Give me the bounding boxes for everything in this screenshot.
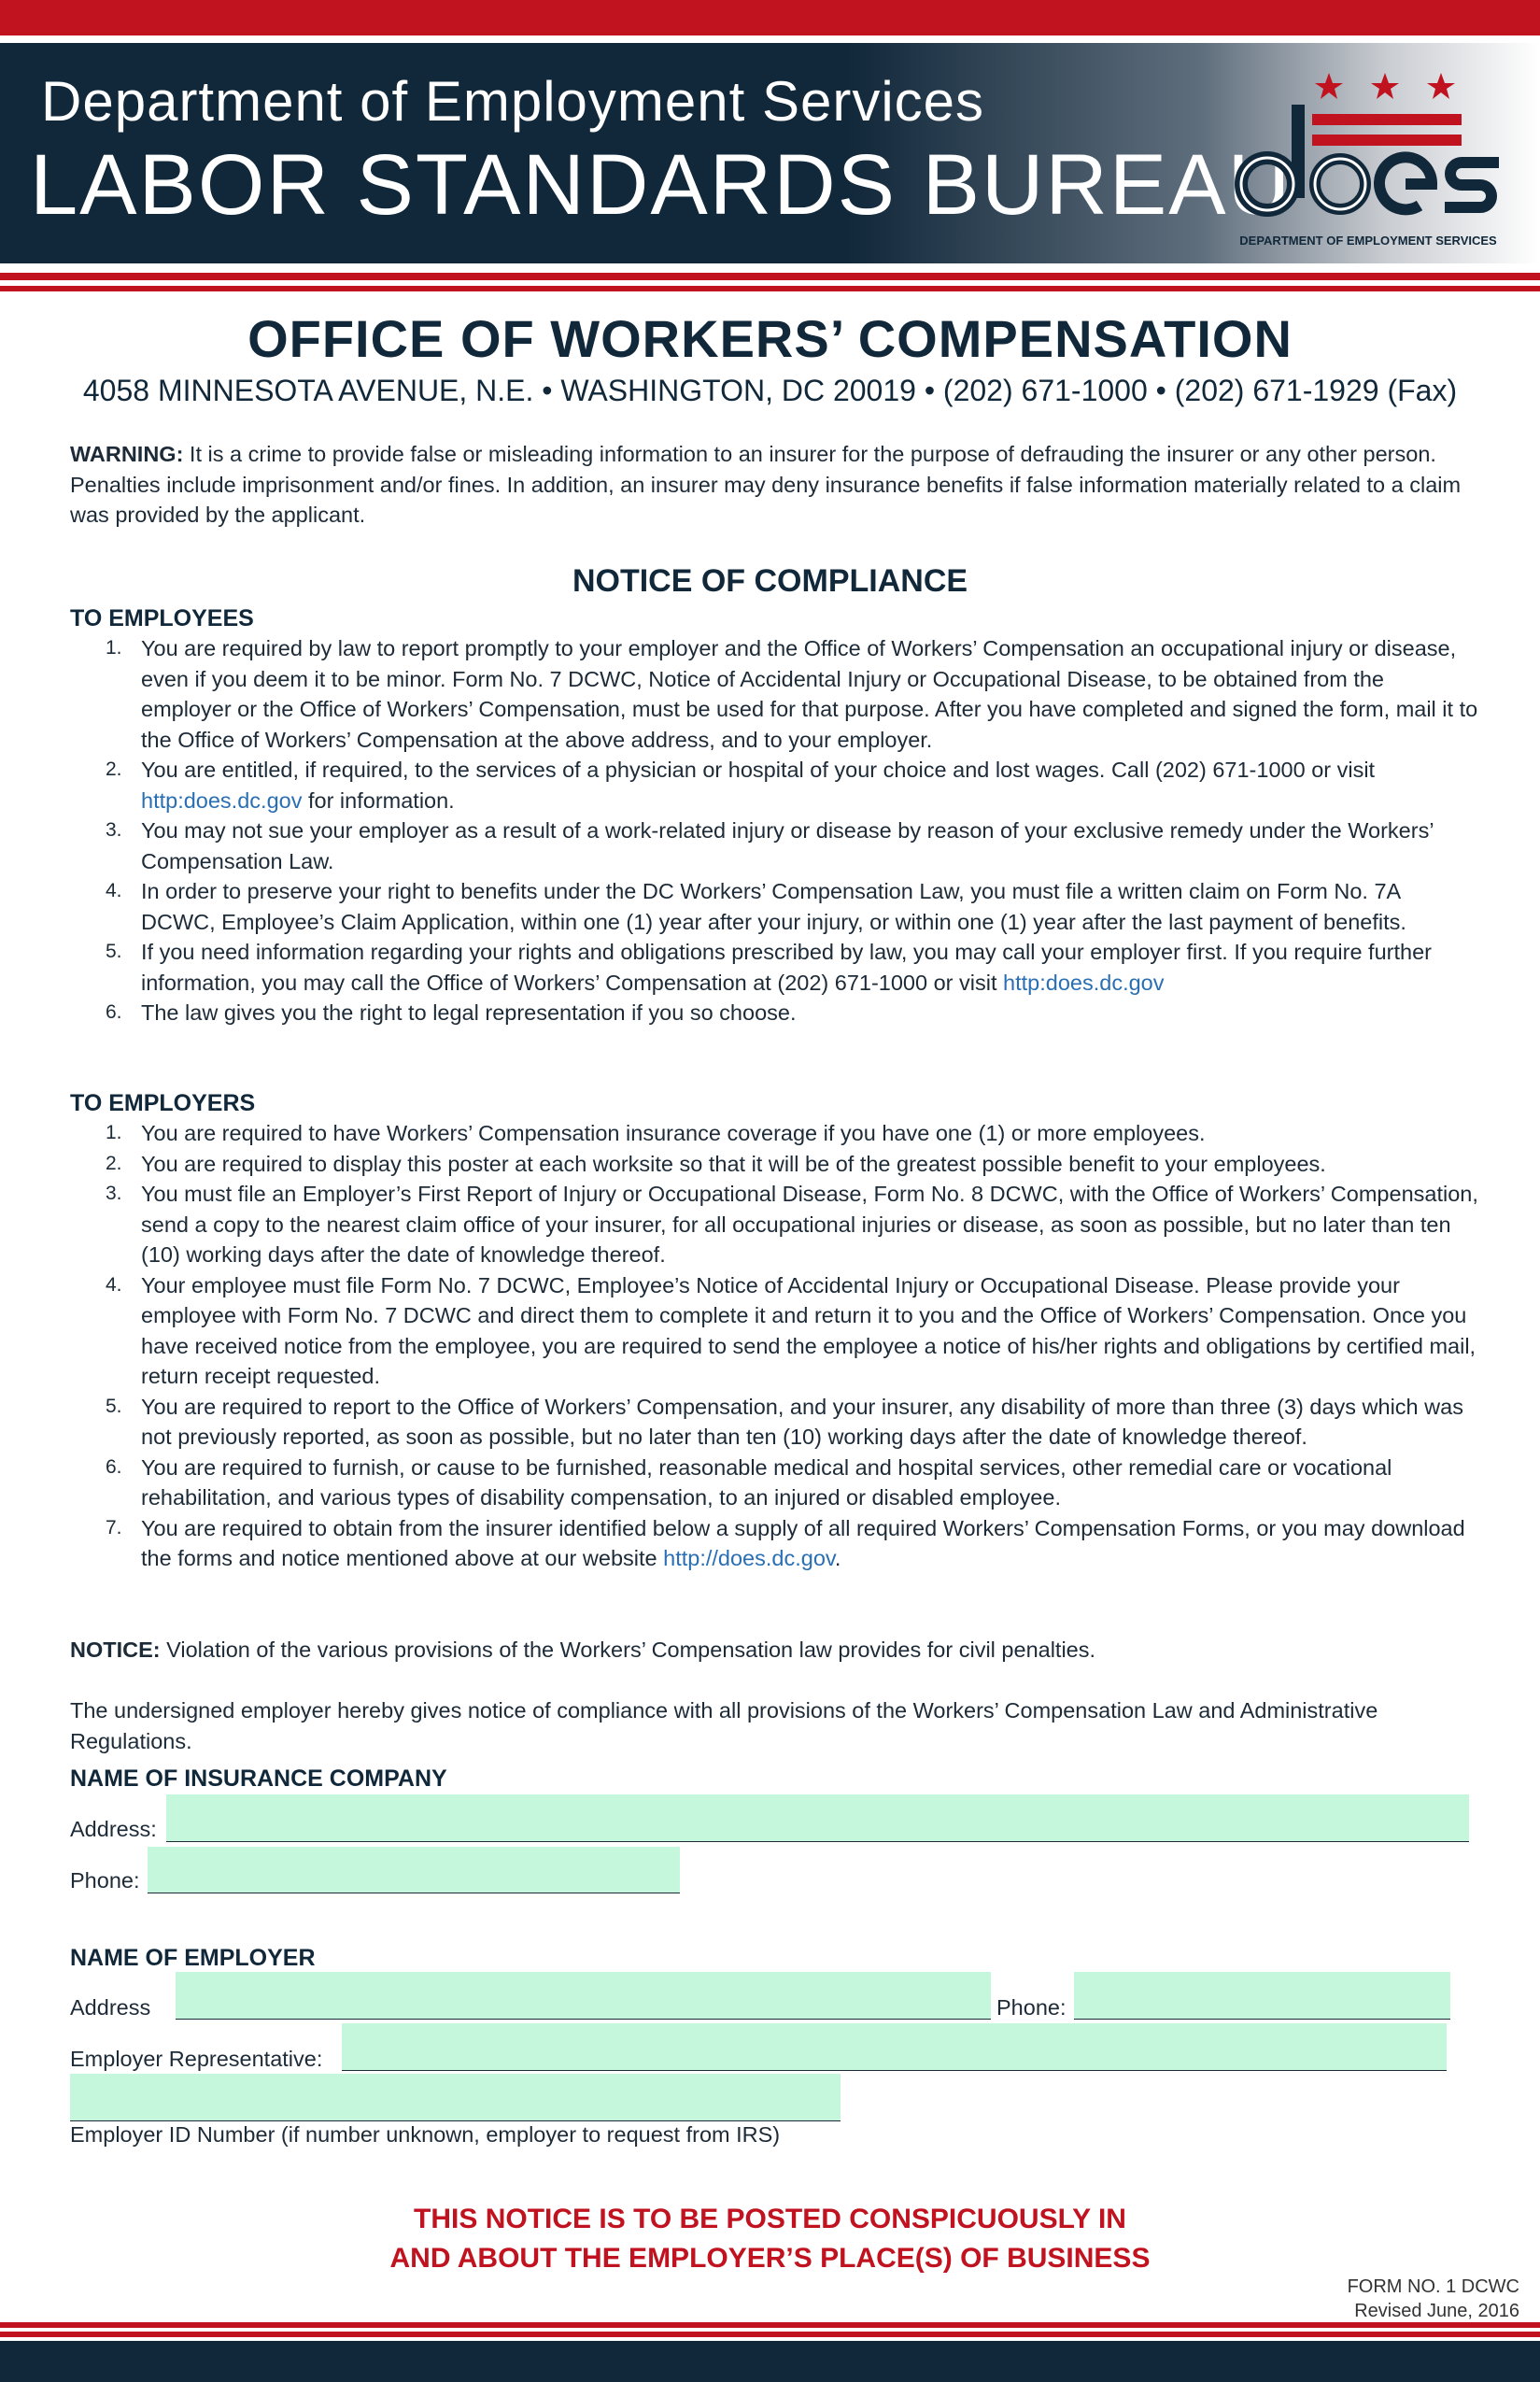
- does-website-link[interactable]: http://does.dc.gov: [663, 1546, 835, 1570]
- employer-phone-field[interactable]: [1074, 1972, 1450, 2019]
- list-item: 7. You are required to obtain from the insurer identified below a supply of all required Workers’ Compensation Forms, or you may download the forms and notice mentioned above at our website http://does.dc.gov.: [106, 1515, 1465, 1570]
- svg-text:DEPARTMENT OF EMPLOYMENT SERVI: DEPARTMENT OF EMPLOYMENT SERVICES: [1239, 234, 1497, 248]
- bottom-red-stripe: [0, 2332, 1540, 2337]
- employees-list: [70, 633, 1480, 1028]
- insurance-phone-field[interactable]: [148, 1847, 680, 1893]
- form-number: [1348, 2275, 1519, 2323]
- does-logo: [1228, 58, 1508, 254]
- header-title: LABOR STANDARDS BUREAU: [30, 137, 1293, 233]
- employers-heading: TO EMPLOYERS: [70, 1090, 256, 1116]
- form-revised-date: Revised June, 2016: [1354, 2301, 1519, 2321]
- list-item: 1. You are required to have Workers’ Compensation insurance coverage if you have one (1) or more employees.: [106, 1121, 1206, 1145]
- employer-representative-label: Employer Representative:: [70, 2047, 323, 2071]
- list-item: 5. If you need information regarding your rights and obligations prescribed by law, you may call your employer first. If you require further information, you may call the Office of Workers’ Compensation at (202) 671-1000 or visit http:does.dc.gov: [106, 940, 1432, 995]
- form-number-text: FORM NO. 1 DCWC: [1347, 2276, 1519, 2297]
- list-item: 2. You are required to display this poster at each worksite so that it will be of the greatest possible benefit to your employees.: [106, 1151, 1326, 1176]
- list-item: 2. You are entitled, if required, to the services of a physician or hospital of your choice and lost wages. Call (202) 671-1000 or visit http:does.dc.gov for information.: [106, 758, 1376, 813]
- does-website-link[interactable]: http:does.dc.gov: [141, 787, 303, 813]
- list-item: 1. You are required by law to report promptly to your employer and the Office of Workers’ Compensation an occupational injury or disease, even if you deem it to be minor. Form No. 7 DCWC, Notice of Accidental Injury or Occupational Disease, to be obtained from the employer or the Office of Workers’ Compensation, must be used for that purpose. After you have completed and signed the form, mail it to the Office of Workers’ Compensation at the above address, and to your employer.: [106, 636, 1478, 752]
- notice-label: NOTICE:: [70, 1638, 161, 1662]
- insurance-address-field[interactable]: [166, 1794, 1469, 1841]
- undersigned-paragraph: The undersigned employer hereby gives notice of compliance with all provisions of the Workers’ Compensation Law and Administrative Regulations.: [70, 1698, 1378, 1753]
- bottom-navy-bar: [0, 2341, 1540, 2382]
- notice-text: Violation of the various provisions of the Workers’ Compensation law provides for civil penalties.: [160, 1638, 1096, 1662]
- office-address: 4058 MINNESOTA AVENUE, N.E. • WASHINGTON, DC 20019 • (202) 671-1000 • (202) 671-1929 (Fax): [82, 374, 1458, 407]
- warning-text: It is a crime to provide false or misleading information to an insurer for the purpose of defrauding the insurer or any other person. Penalties include imprisonment and/or fines. In addition, an insurer may deny insurance benefits if false information materially related to a claim was provided by the applicant.: [70, 442, 1462, 527]
- posting-notice: [0, 2200, 1540, 2278]
- employer-heading: NAME OF EMPLOYER: [70, 1945, 316, 1971]
- list-item: 3. You may not sue your employer as a result of a work-related injury or disease by reason of your exclusive remedy under the Workers’ Compensation Law.: [106, 818, 1434, 873]
- employer-phone-label: Phone:: [996, 1995, 1067, 2020]
- list-item: 6. You are required to furnish, or cause to be furnished, reasonable medical and hospital services, other remedial care or vocational rehabilitation, and various types of disability compensation, to an injured or disabled employee.: [106, 1454, 1392, 1510]
- list-item: 3. You must file an Employer’s First Report of Injury or Occupational Disease, Form No. 8 DCWC, with the Office of Workers’ Compensation, send a copy to the nearest claim office of your insurer, for all occupational injuries or disease, as soon as possible, but no later than ten (10) working days after the date of knowledge thereof.: [106, 1182, 1478, 1267]
- employees-heading: TO EMPLOYEES: [70, 605, 254, 631]
- posting-notice-line: THIS NOTICE IS TO BE POSTED CONSPICUOUSLY IN: [414, 2204, 1126, 2234]
- employers-list: [70, 1118, 1480, 1574]
- employer-representative-field[interactable]: [342, 2023, 1447, 2070]
- notice-of-compliance-title: NOTICE OF COMPLIANCE: [572, 563, 968, 599]
- header-subtitle: Department of Employment Services: [41, 70, 985, 133]
- bottom-red-stripe: [0, 2322, 1540, 2328]
- employer-id-label: Employer ID Number (if number unknown, employer to request from IRS): [70, 2122, 781, 2147]
- employer-id-field[interactable]: [70, 2074, 841, 2120]
- header-red-stripe: [0, 273, 1540, 280]
- list-item: 4. Your employee must file Form No. 7 DCWC, Employee’s Notice of Accidental Injury or Occupational Disease. Please provide your employee with Form No. 7 DCWC and direct them to complete it and return it to you and the Office of Workers’ Compensation. Once you have received notice from the employee, you are required to send the employee a notice of his/her rights and obligations by certified mail, return receipt requested.: [106, 1272, 1476, 1388]
- list-item: 4. In order to preserve your right to benefits under the DC Workers’ Compensation Law, you must file a written claim on Form No. 7A DCWC, Employee’s Claim Application, within one (1) year after your injury, or within one (1) year after the last payment of benefits.: [106, 879, 1406, 934]
- employer-address-field[interactable]: [176, 1972, 991, 2019]
- warning-paragraph: [70, 439, 1476, 531]
- employer-address-label: Address: [70, 1995, 151, 2020]
- notice-paragraph: [70, 1635, 1476, 1666]
- does-website-link[interactable]: http:does.dc.gov: [1003, 970, 1165, 995]
- office-title: OFFICE OF WORKERS’ COMPENSATION: [247, 309, 1293, 368]
- header-red-stripe: [0, 286, 1540, 291]
- warning-label: WARNING:: [70, 442, 184, 466]
- page-header: [0, 43, 1540, 263]
- list-item: 6. The law gives you the right to legal representation if you so choose.: [106, 1000, 797, 1025]
- list-item: 5. You are required to report to the Office of Workers’ Compensation, and your insurer, any disability of more than three (3) days which was not previously reported, as soon as possible, but no later than ten (10) working days after the date of knowledge thereof.: [106, 1394, 1463, 1449]
- insurance-phone-label: Phone:: [70, 1868, 140, 1893]
- insurance-address-label: Address:: [70, 1817, 157, 1841]
- top-red-bar: [0, 0, 1540, 35]
- posting-notice-line: AND ABOUT THE EMPLOYER’S PLACE(S) OF BUSINESS: [389, 2243, 1151, 2274]
- insurance-company-heading: NAME OF INSURANCE COMPANY: [70, 1765, 447, 1792]
